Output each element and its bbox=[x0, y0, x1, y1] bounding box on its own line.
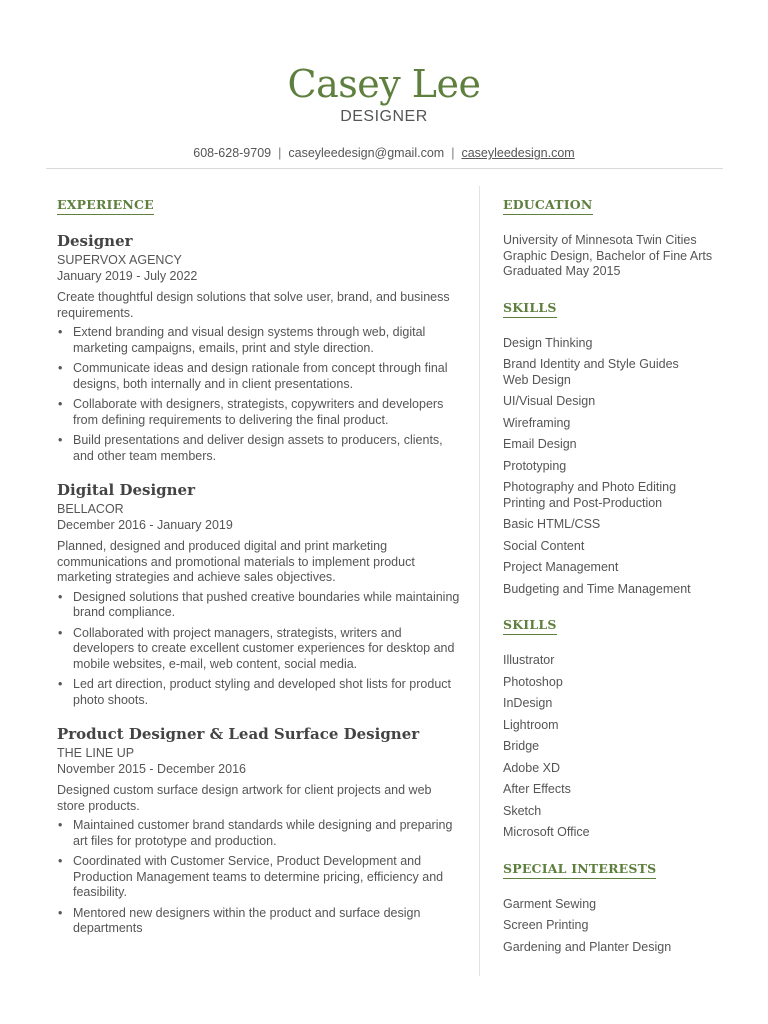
job-bullet: • Mentored new designers within the product and surface design departments bbox=[57, 906, 462, 937]
job-company: SUPERVOX AGENCY bbox=[57, 253, 182, 267]
skill-item: Social Content bbox=[503, 538, 585, 553]
candidate-role: DESIGNER bbox=[340, 108, 428, 125]
job-bullet: • Extend branding and visual design systems through web, digital marketing campaigns, emails, print and style direction. bbox=[57, 325, 462, 356]
skill-item: Wireframing bbox=[503, 415, 571, 430]
contact-separator: | bbox=[451, 146, 455, 160]
job-company: THE LINE UP bbox=[57, 746, 135, 760]
job-company: BELLACOR bbox=[57, 502, 124, 516]
job-bullet: • Collaborate with designers, strategists, copywriters and developers from defining requirements to delivering the final product. bbox=[57, 397, 462, 428]
skills-list bbox=[503, 336, 733, 598]
education-details bbox=[503, 233, 733, 280]
tool-item: After Effects bbox=[503, 782, 571, 796]
tool-item: Sketch bbox=[503, 803, 542, 818]
skill-item: Brand Identity and Style Guides bbox=[503, 357, 679, 371]
interest-item: Gardening and Planter Design bbox=[503, 939, 672, 954]
skill-item: Project Management bbox=[503, 560, 619, 574]
skill-item: Prototyping bbox=[503, 458, 567, 473]
job-bullets bbox=[57, 818, 462, 937]
tool-item: Lightroom bbox=[503, 717, 559, 732]
job-dates: November 2015 - December 2016 bbox=[57, 762, 246, 776]
skill-item: UI/Visual Design bbox=[503, 394, 596, 408]
interests-list bbox=[503, 897, 733, 956]
skill-item: Web Design bbox=[503, 372, 571, 387]
column-divider bbox=[479, 186, 480, 976]
tool-item: InDesign bbox=[503, 696, 553, 710]
job-title: Product Designer & Lead Surface Designer bbox=[57, 725, 420, 743]
job-title: Digital Designer bbox=[57, 481, 195, 499]
interest-item: Screen Printing bbox=[503, 918, 589, 932]
job-title: Designer bbox=[57, 232, 133, 250]
job-entry bbox=[57, 724, 462, 937]
phone-number: 608-628-9709 bbox=[193, 146, 272, 160]
job-bullet: • Led art direction, product styling and developed shot lists for product photo shoots. bbox=[57, 677, 462, 708]
email-address: caseyleedesign@gmail.com bbox=[288, 146, 445, 160]
contact-separator: | bbox=[278, 146, 282, 160]
candidate-name: Casey Lee bbox=[287, 62, 481, 106]
job-bullet: • Designed solutions that pushed creative boundaries while maintaining brand compliance. bbox=[57, 590, 462, 621]
tool-item: Adobe XD bbox=[503, 760, 560, 775]
job-entry bbox=[57, 480, 462, 708]
sidebar-column bbox=[503, 196, 733, 955]
experience-heading: EXPERIENCE bbox=[57, 197, 154, 215]
job-bullet: • Communicate ideas and design rationale from concept through final designs, both internally and in client presentations. bbox=[57, 361, 462, 392]
job-bullet: • Build presentations and deliver design assets to producers, clients, and other team members. bbox=[57, 433, 462, 464]
tools-list bbox=[503, 653, 733, 841]
job-description: Designed custom surface design artwork for client projects and web store products. bbox=[57, 783, 432, 813]
education-degree: Graphic Design, Bachelor of Fine Arts bbox=[503, 248, 713, 263]
tool-item: Microsoft Office bbox=[503, 825, 590, 839]
job-bullet: • Coordinated with Customer Service, Product Development and Production Management teams to determine pricing, efficiency and feasibility. bbox=[57, 854, 462, 901]
tools-heading: SKILLS bbox=[503, 617, 557, 635]
education-heading: EDUCATION bbox=[503, 197, 593, 215]
skill-item: Budgeting and Time Management bbox=[503, 581, 691, 596]
job-dates: December 2016 - January 2019 bbox=[57, 518, 233, 532]
interest-item: Garment Sewing bbox=[503, 896, 597, 911]
skill-item: Design Thinking bbox=[503, 335, 593, 350]
skill-item: Email Design bbox=[503, 437, 577, 451]
skill-item: Basic HTML/CSS bbox=[503, 517, 601, 531]
tool-item: Bridge bbox=[503, 739, 540, 753]
job-bullets bbox=[57, 325, 462, 464]
tool-item: Illustrator bbox=[503, 653, 555, 667]
education-graduated: Graduated May 2015 bbox=[503, 264, 621, 278]
skill-item: Photography and Photo Editing bbox=[503, 480, 677, 494]
job-entry bbox=[57, 231, 462, 464]
contact-line bbox=[0, 146, 768, 160]
job-description: Create thoughtful design solutions that solve user, brand, and business requirements. bbox=[57, 290, 450, 320]
job-dates: January 2019 - July 2022 bbox=[57, 269, 198, 283]
header-divider bbox=[46, 168, 723, 169]
interests-heading: SPECIAL INTERESTS bbox=[503, 861, 656, 879]
website-link[interactable]: caseyleedesign.com bbox=[461, 146, 575, 160]
tool-item: Photoshop bbox=[503, 674, 563, 689]
job-bullets bbox=[57, 590, 462, 709]
job-bullet: • Collaborated with project managers, strategists, writers and developers to create excellent customer experiences for desktop and mobile websites, e-mail, web content, social media. bbox=[57, 626, 462, 673]
job-description: Planned, designed and produced digital and print marketing communications and promotional materials to implement product marketing strategies and achieve sales objectives. bbox=[57, 539, 415, 584]
skill-item: Printing and Post-Production bbox=[503, 495, 663, 510]
experience-column bbox=[57, 196, 462, 942]
skills-heading: SKILLS bbox=[503, 300, 557, 318]
job-bullet: • Maintained customer brand standards while designing and preparing art files for prototype and production. bbox=[57, 818, 462, 849]
education-school: University of Minnesota Twin Cities bbox=[503, 233, 697, 247]
